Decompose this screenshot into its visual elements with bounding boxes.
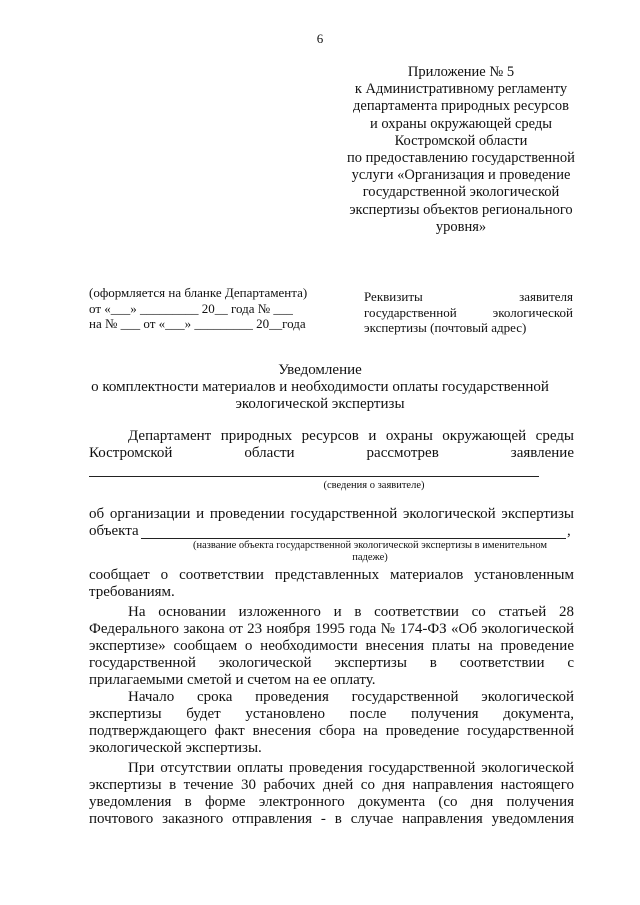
- appendix-line: экспертизы объектов регионального: [349, 201, 573, 218]
- appendix-line: уровня»: [435, 218, 487, 235]
- requisites-word: Реквизиты: [364, 289, 423, 304]
- intro-word: Костромской: [89, 445, 173, 461]
- object-blank-line: [141, 538, 566, 539]
- page-number: 6: [316, 31, 324, 46]
- applicant-blank-line: [89, 476, 539, 477]
- paragraph-line: требованиям.: [89, 584, 175, 600]
- paragraph-line: При отсутствии оплаты проведения государственной экологической: [128, 760, 574, 776]
- appendix-line: по предоставлению государственной: [347, 150, 575, 167]
- appendix-line: и охраны окружающей среды: [369, 115, 553, 132]
- requisites-row: [364, 305, 573, 321]
- paragraph-line: Начало срока проведения государственной экологической: [128, 689, 574, 705]
- object-prefix: объекта: [89, 523, 139, 539]
- paragraph-line: экспертизы в течение 30 рабочих дней со дня направления настоящего: [89, 777, 574, 793]
- object-caption: (название объекта государственной экологической экспертизы в именительном: [192, 540, 548, 551]
- intro-word: заявление: [510, 445, 574, 461]
- appendix-header: [318, 64, 604, 236]
- object-line: об организации и проведении государственной экологической экспертизы: [89, 506, 574, 522]
- title-line: экологической экспертизы: [235, 396, 405, 412]
- requisites-word: заявителя: [519, 289, 573, 304]
- letterhead-stamp: [89, 285, 307, 332]
- object-caption: падеже): [352, 552, 388, 563]
- appendix-line: департамента природных ресурсов: [353, 98, 569, 115]
- intro-line: [89, 445, 574, 462]
- paragraph-line: почтового заказного отправления - в случае направления уведомления: [89, 811, 574, 827]
- notice-title: [0, 362, 640, 413]
- appendix-line: услуги «Организация и проведение: [351, 167, 571, 184]
- applicant-caption: (сведения о заявителе): [323, 480, 425, 491]
- appendix-line: Костромской области: [394, 132, 528, 149]
- intro-line: Департамент природных ресурсов и охраны окружающей среды: [128, 428, 574, 444]
- requisites-word: экологической: [492, 304, 573, 320]
- requisites-row: экспертизы (почтовый адрес): [364, 320, 527, 335]
- paragraph-line: экологической экспертизы.: [89, 740, 262, 756]
- paragraph-line: экспертизе» сообщаем о необходимости внесения платы на проведение: [89, 638, 574, 654]
- paragraph-line: Федерального закона от 23 ноября 1995 года № 174-ФЗ «Об экологической: [89, 621, 574, 637]
- title-line: Уведомление: [278, 362, 362, 378]
- stamp-line: на № ___ от «___» _________ 20__года: [89, 316, 306, 331]
- paragraph-line: прилагаемыми сметой и счетом на ее оплату.: [89, 672, 376, 688]
- stamp-line: (оформляется на бланке Департамента): [89, 285, 308, 300]
- paragraph-line: уведомления в форме электронного документа (со дня получения: [89, 794, 574, 810]
- paragraph-line: На основании изложенного и в соответствии со статьей 28: [128, 604, 574, 620]
- appendix-line: к Административному регламенту: [354, 81, 568, 98]
- requisites-word: государственной: [364, 304, 457, 320]
- title-line: о комплектности материалов и необходимости оплаты государственной: [91, 379, 549, 395]
- object-suffix: ,: [567, 523, 571, 539]
- appendix-line: государственной экологической: [362, 184, 560, 201]
- stamp-line: от «___» _________ 20__ года № ___: [89, 300, 293, 316]
- intro-word: рассмотрев: [366, 445, 439, 461]
- appendix-line: Приложение № 5: [407, 64, 515, 80]
- intro-word: области: [244, 445, 295, 461]
- requisites-row: [364, 289, 573, 305]
- paragraph-line: подтверждающего факт внесения сбора на проведение государственной: [89, 723, 574, 739]
- paragraph-line: сообщает о соответствии представленных материалов установленным: [89, 567, 574, 583]
- paragraph-line: государственной экологической экспертизы в соответствии с: [89, 655, 574, 671]
- applicant-requisites: [364, 289, 573, 336]
- paragraph-line: экспертизы будет установлено после получения документа,: [89, 706, 574, 722]
